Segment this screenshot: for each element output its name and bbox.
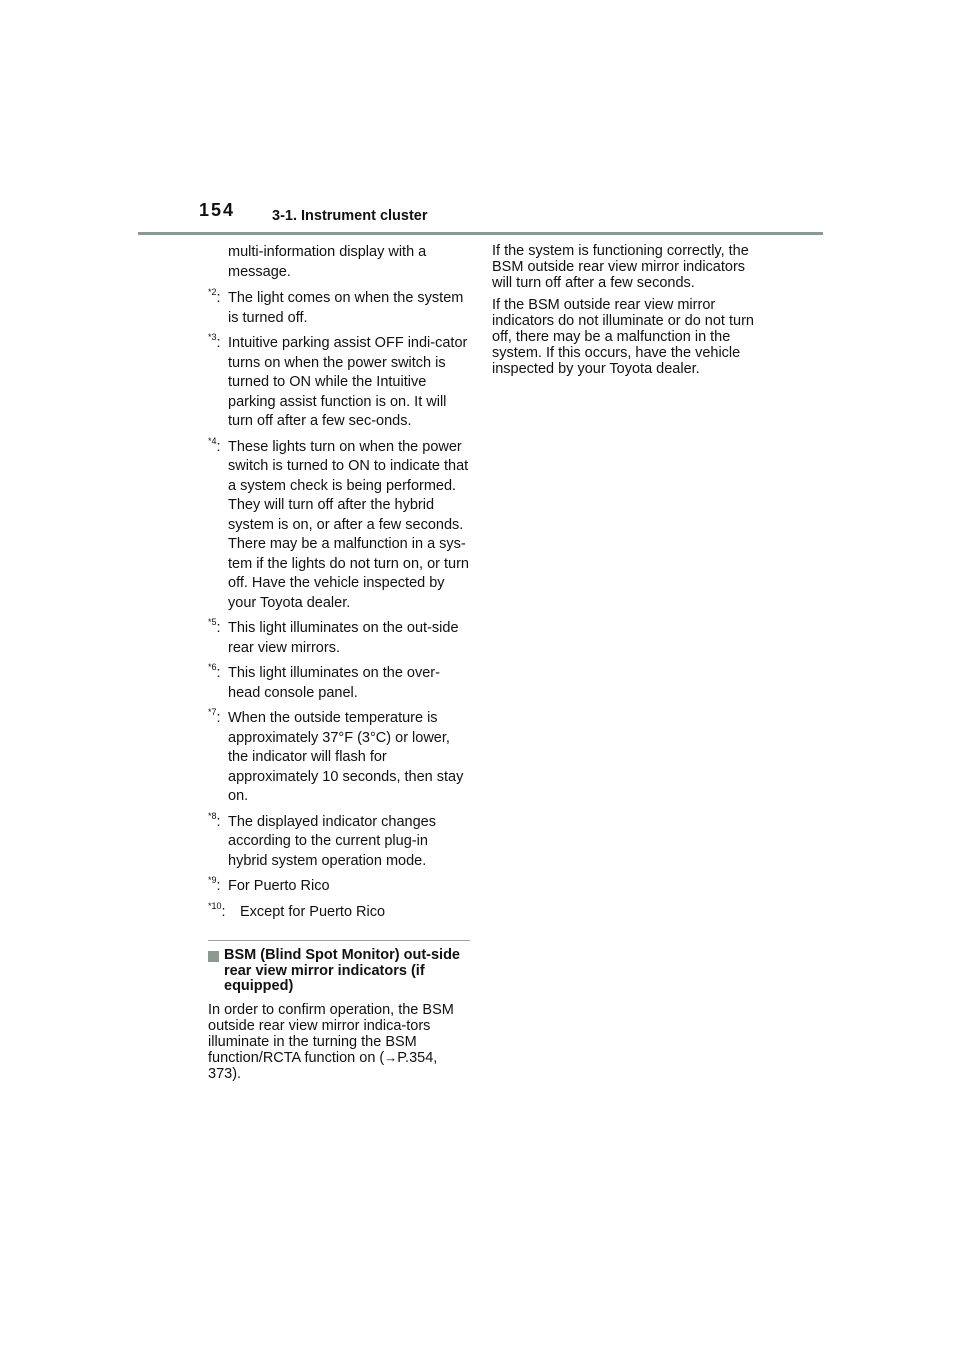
footnote-6 bbox=[208, 664, 470, 703]
footnote-text: When the outside temperature is approximately 37°F (3°C) or lower, the indicator will flash for approximately 10 seconds, then stay on. bbox=[228, 710, 464, 804]
gray-square-icon bbox=[208, 951, 219, 962]
footnote-text: The displayed indicator changes according to the current plug-in hybrid system operation mode. bbox=[228, 813, 436, 869]
footnote-8 bbox=[208, 810, 470, 872]
footnote-4 bbox=[208, 435, 470, 614]
footnote-5 bbox=[208, 619, 470, 658]
subsection-body: In order to confirm operation, the BSM outside rear view mirror indica-tors illuminate in the turning the BSM function/RCTA function on (→P.354, 373). bbox=[208, 1001, 454, 1082]
header-rule bbox=[138, 232, 823, 235]
subsection-heading-text: BSM (Blind Spot Monitor) out-side rear view mirror indicators (if equipped) bbox=[224, 947, 460, 994]
subsection-heading bbox=[208, 948, 470, 995]
footnote-text: For Puerto Rico bbox=[228, 878, 330, 894]
footnote-marker: $^{*5}$: bbox=[208, 617, 221, 636]
footnote-text: These lights turn on when the power switch is turned to ON to indicate that a system check is being performed. They will turn off after the hybrid system is on, or after a few seconds. There may be a malfunction in a sys-tem if the lights do not turn on, or turn off. Have the vehicle inspected by your Toyota dealer. bbox=[228, 438, 469, 611]
right-column bbox=[492, 243, 754, 383]
footnote-marker: $^{*9}$: bbox=[208, 875, 221, 894]
paragraph-malfunction: If the BSM outside rear view mirror indicators do not illuminate or do not turn off, there may be a malfunction in the system. If this occurs, have the vehicle inspected by your Toyota dealer. bbox=[492, 297, 754, 377]
footnote-9 bbox=[208, 877, 470, 897]
paragraph-system-correct: If the system is functioning correctly, the BSM outside rear view mirror indicators will turn off after a few seconds. bbox=[492, 243, 749, 291]
footnote-marker: $^{*3}$: bbox=[208, 332, 221, 351]
footnote-7 bbox=[208, 709, 470, 807]
left-column bbox=[208, 243, 470, 1088]
footnote-text: The light comes on when the system is turned off. bbox=[228, 290, 464, 326]
footnote-text: This light illuminates on the over-head console panel. bbox=[228, 665, 440, 701]
footnote-2 bbox=[208, 289, 470, 328]
footnote-10 bbox=[208, 900, 470, 923]
section-title: 3-1. Instrument cluster bbox=[272, 208, 428, 224]
footnote-text: Except for Puerto Rico bbox=[240, 903, 386, 920]
footnote-marker: $^{*8}$: bbox=[208, 810, 221, 830]
arrow-icon: → bbox=[384, 1049, 398, 1065]
page-number: 154 bbox=[199, 200, 236, 220]
footnote-text: This light illuminates on the out-side rear view mirrors. bbox=[228, 620, 459, 656]
footnote-marker: $^{*7}$: bbox=[208, 707, 221, 726]
footnote-marker: $^{*2}$: bbox=[208, 287, 221, 306]
footnote-marker: $^{*6}$: bbox=[208, 662, 221, 681]
intro-continuation: multi-information display with a message. bbox=[228, 244, 427, 280]
footnote-text: Intuitive parking assist OFF indi-cator turns on when the power switch is turned to ON while the Intuitive parking assist function is on. It will turn off after a few sec-onds. bbox=[228, 335, 468, 429]
footnote-3 bbox=[208, 334, 470, 432]
footnote-marker: $^{*10}$: bbox=[208, 900, 226, 920]
subsection-rule bbox=[208, 940, 470, 941]
footnote-marker: $^{*4}$: bbox=[208, 435, 221, 455]
